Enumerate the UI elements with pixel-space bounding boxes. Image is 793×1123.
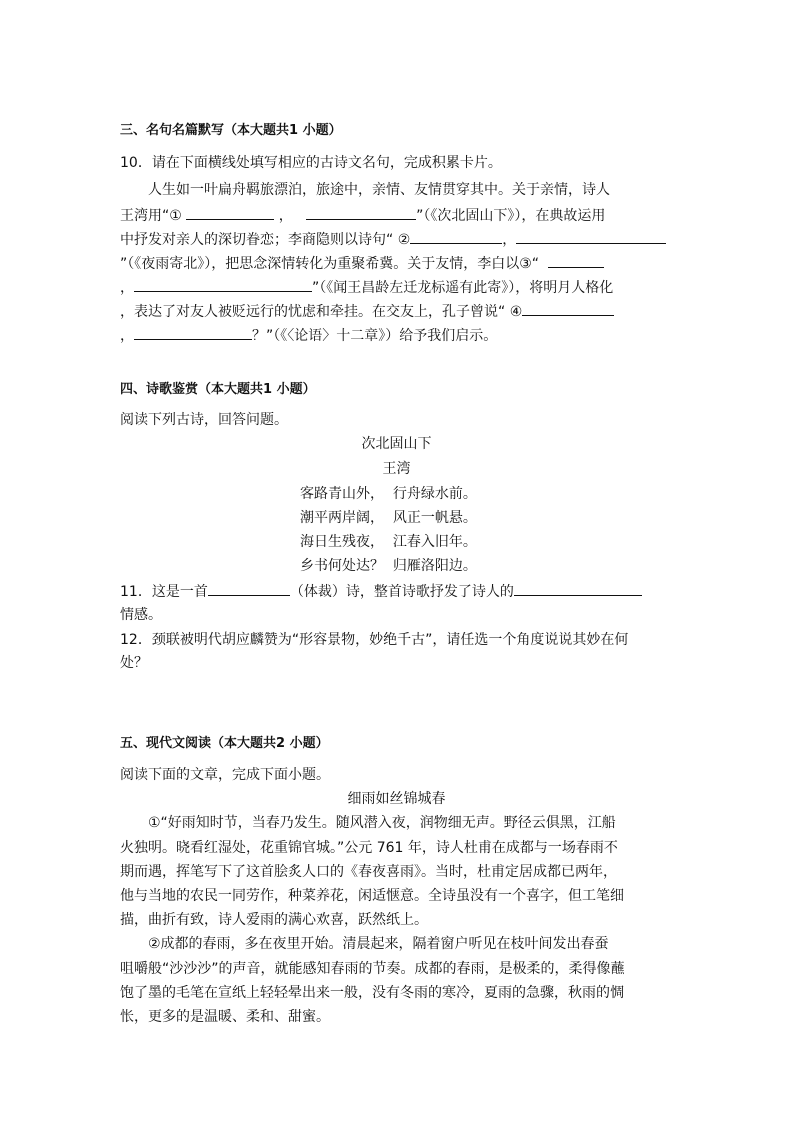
- article-paragraph-2-line: 怅，更多的是温暖、柔和、甜蜜。: [120, 1009, 330, 1025]
- q10-text-line-1: 人生如一叶扁舟羁旅漂泊，旅途中，亲情、友情贯穿其中。关于亲情，诗人: [148, 182, 610, 198]
- answer-blank-3b[interactable]: [134, 277, 312, 292]
- article-paragraph-1-line: 火独明。晓看红湿处，花重锦官城。”公元 761 年，诗人杜甫在成都与一场春雨不: [120, 840, 618, 856]
- q10-text-line-5: ， ”（《闻王昌龄左迁龙标遥有此寄》），将明月人格化: [120, 277, 613, 298]
- article-paragraph-1-line: ①“好雨知时节，当春乃发生。随风潜入夜，润物细无声。野径云俱黑，江船: [148, 815, 616, 831]
- answer-blank-2b[interactable]: [516, 229, 666, 244]
- article-title: 细雨如丝锦城春: [347, 791, 446, 807]
- poem-author: 王湾: [382, 461, 411, 477]
- poem-line: 客路青山外， 行舟绿水前。: [300, 486, 477, 502]
- q10-text-line-3: 中抒发对亲人的深切眷恋；李商隐则以诗句“ ② ，: [120, 229, 666, 250]
- question-11-cont: 情感。: [120, 607, 162, 623]
- answer-blank-4b[interactable]: [134, 325, 252, 340]
- answer-blank-11a[interactable]: [208, 581, 290, 596]
- answer-blank-1b[interactable]: [306, 205, 416, 220]
- q10-text-line-7: ， ？”（《〈论语〉十二章》）给予我们启示。: [120, 325, 497, 346]
- poem-line: 海日生残夜， 江春入旧年。: [300, 534, 477, 550]
- poem-title: 次北固山下: [361, 436, 432, 452]
- question-11: 11．这是一首 （体裁）诗，整首诗歌抒发了诗人的: [120, 581, 642, 602]
- answer-blank-1a[interactable]: [186, 205, 274, 220]
- answer-blank-11b[interactable]: [514, 581, 642, 596]
- section-5-intro: 阅读下面的文章，完成下面小题。: [120, 767, 330, 783]
- answer-blank-2a[interactable]: [410, 229, 502, 244]
- article-paragraph-1-line: 期而遇，挥笔写下了这首脍炙人口的《春夜喜雨》。当时，杜甫定居成都已两年，: [120, 864, 617, 880]
- article-paragraph-1-line: 他与当地的农民一同劳作，种菜养花，闲适惬意。全诗虽没有一个喜字，但工笔细: [120, 888, 624, 904]
- q10-text-line-2: 王湾用“① ， ”（《次北固山下》），在典故运用: [120, 205, 605, 226]
- article-paragraph-2-line: 饱了墨的毛笔在宣纸上轻轻晕出来一般，没有冬雨的寒冷，夏雨的急骤，秋雨的惆: [120, 985, 624, 1001]
- answer-blank-4a[interactable]: [522, 301, 614, 316]
- article-paragraph-2-line: ②成都的春雨，多在夜里开始。清晨起来，隔着窗户听见在枝叶间发出春蚕: [148, 936, 609, 952]
- poem-line: 潮平两岸阔， 风正一帆悬。: [300, 510, 477, 526]
- section-4-heading: 四、诗歌鉴赏（本大题共1 小题）: [120, 382, 316, 397]
- question-12-line-1: 12．颈联被明代胡应麟赞为“形容景物，妙绝千古”，请任选一个角度说说其妙在何: [120, 632, 629, 648]
- article-paragraph-2-line: 咀嚼般“沙沙沙”的声音，就能感知春雨的节奏。成都的春雨，是极柔的，柔得像蘸: [120, 961, 625, 977]
- q10-text-line-4: ”（《夜雨寄北》），把思念深情转化为重聚希冀。关于友情，李白以③“: [120, 253, 604, 274]
- section-5-heading: 五、现代文阅读（本大题共2 小题）: [120, 736, 329, 751]
- section-3-heading: 三、名句名篇默写（本大题共1 小题）: [120, 123, 342, 138]
- q10-text-line-6: ，表达了对友人被贬远行的忧虑和牵挂。在交友上，孔子曾说“ ④: [120, 301, 614, 322]
- article-paragraph-1-line: 描，曲折有致，诗人爱雨的满心欢喜，跃然纸上。: [120, 912, 428, 928]
- question-12-line-2: 处？: [120, 655, 148, 671]
- question-10-intro: 10．请在下面横线处填写相应的古诗文名句，完成积累卡片。: [120, 155, 502, 171]
- answer-blank-3a[interactable]: [548, 253, 604, 268]
- section-4-intro: 阅读下列古诗，回答问题。: [120, 412, 288, 428]
- poem-line: 乡书何处达？ 归雁洛阳边。: [300, 558, 477, 574]
